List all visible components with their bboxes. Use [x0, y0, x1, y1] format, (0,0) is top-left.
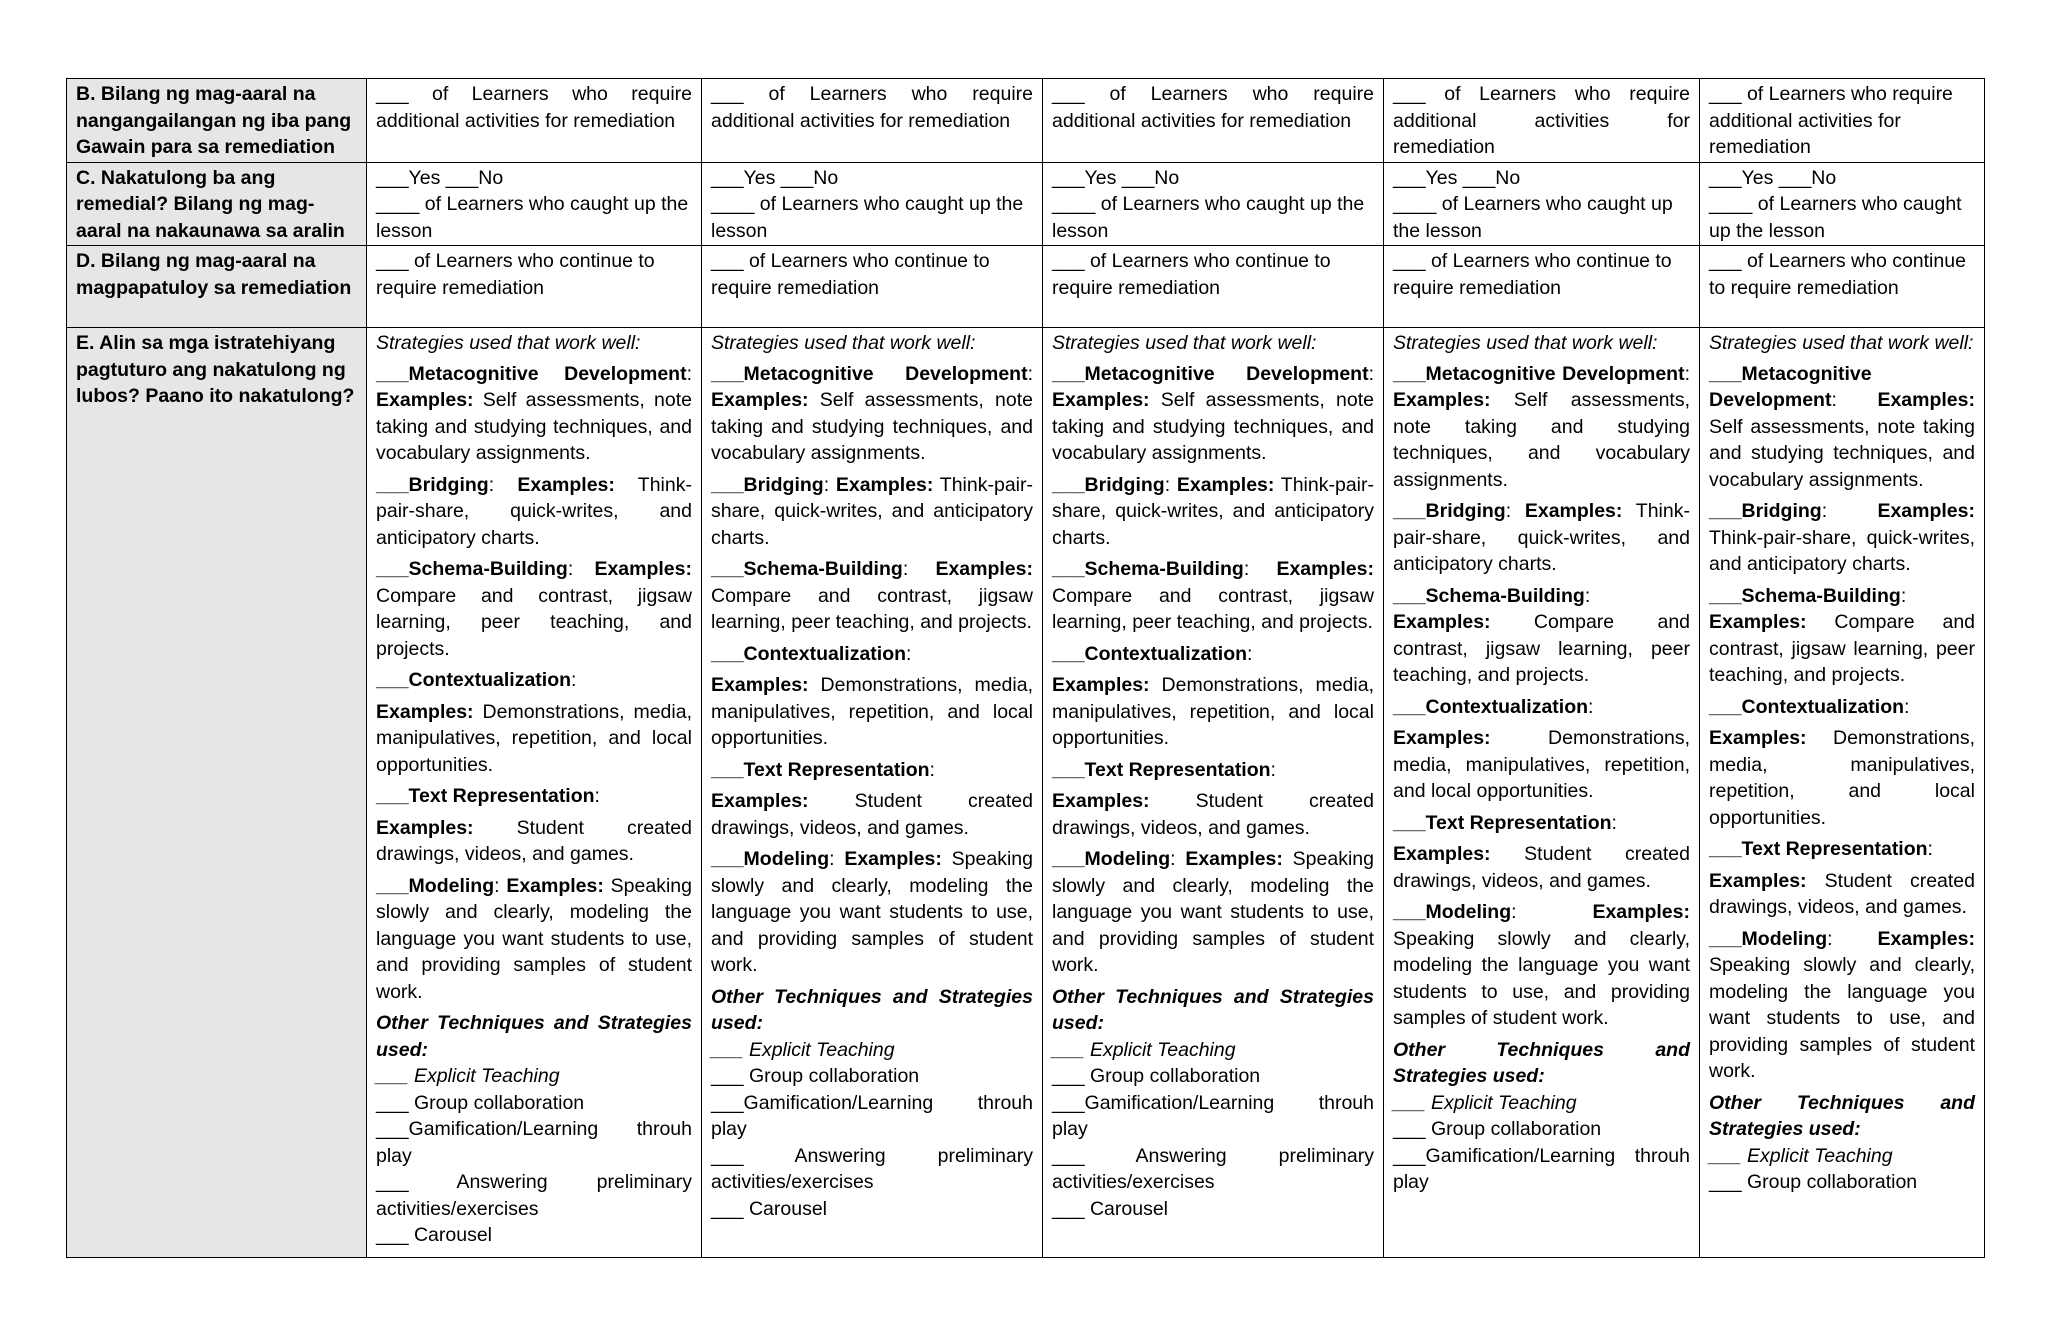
- strategy-title: ___Modeling: [376, 874, 495, 897]
- strategy-title: ___Schema-Building: [376, 558, 568, 580]
- strategy-list: [376, 361, 692, 1249]
- strategy-title: ___Bridging: [376, 473, 489, 496]
- technique-gamification: ___Gamification/Learning throuh play: [376, 1118, 692, 1167]
- examples-label: Examples:: [1052, 389, 1150, 411]
- other-techniques-title: Other Techniques and Strategies used:: [1393, 1038, 1690, 1087]
- other-techniques-title: Other Techniques and Strategies used:: [711, 985, 1033, 1034]
- technique-group-collaboration: ___ Group collaboration: [711, 1065, 920, 1087]
- strategy-examples: Self assessments, note taking and studying techniques, and vocabulary assignments.: [1393, 389, 1690, 491]
- strategy-modeling: ___Modeling: Examples: Speaking slowly and clearly, modeling the language you want students to use, and providing samples of student work.: [1052, 848, 1374, 976]
- strategy-metacognitive: ___Metacognitive Development: Examples: Self assessments, note taking and studying techniques, and vocabulary assignments.: [1052, 362, 1374, 464]
- strategy-contextualization: ___Contextualization:: [1393, 695, 1594, 718]
- examples-label: Examples:: [1592, 901, 1690, 923]
- strategy-title: ___Schema-Building: [1709, 584, 1901, 607]
- strategy-contextualization-examples: [1052, 672, 1374, 752]
- strategy-examples: Think-pair-share, quick-writes, and anticipatory charts.: [711, 473, 1033, 549]
- strategy-list: [711, 361, 1033, 1223]
- row-b-cell-3: ___ of Learners who require additional activities for remediation: [1043, 79, 1384, 163]
- strategy-title: ___Metacognitive Development: [1052, 362, 1369, 385]
- examples-label: Examples:: [1524, 500, 1623, 522]
- strategy-metacognitive: ___Metacognitive Development: Examples: Self assessments, note taking and studying techniques, and vocabulary assignments.: [1393, 362, 1690, 491]
- row-b: [67, 79, 1985, 163]
- strategy-text-representation: ___Text Representation:: [711, 758, 935, 781]
- examples-label: Examples:: [1877, 389, 1975, 411]
- strategy-examples: Compare and contrast, jigsaw learning, peer teaching, and projects.: [1393, 611, 1691, 686]
- row-c-cell-1: [367, 162, 702, 246]
- row-b-label: B. Bilang ng mag-aaral na nangangailangan ng iba pang Gawain para sa remediation: [67, 79, 367, 163]
- strategy-schema-building: ___Schema-Building: Examples: Compare and contrast, jigsaw learning, peer teaching, and projects.: [1052, 558, 1374, 633]
- row-c-cell-3: [1043, 162, 1384, 246]
- strategy-title: ___Modeling: [1709, 927, 1828, 950]
- examples-label: Examples:: [506, 874, 604, 897]
- row-b-cell-5: ___ of Learners who require additional activities for remediation: [1700, 79, 1985, 163]
- yes-no-checkline: ___Yes ___No: [1709, 166, 1837, 189]
- examples-label: Examples:: [1877, 927, 1975, 950]
- strategy-metacognitive: ___Metacognitive Development: Examples: Self assessments, note taking and studying techniques, and vocabulary assignments.: [711, 362, 1033, 464]
- row-c-cell-2: [702, 162, 1043, 246]
- strategy-title: ___Bridging: [1393, 500, 1506, 522]
- strategy-examples: Student created drawings, videos, and games.: [711, 790, 1034, 839]
- row-d-cell-2: ___ of Learners who continue to require remediation: [702, 246, 1043, 328]
- strategy-title: ___Metacognitive Development: [1709, 362, 1872, 411]
- examples-label: Examples:: [835, 473, 934, 496]
- strategy-examples: Self assessments, note taking and studying techniques, and vocabulary assignments.: [1709, 415, 1975, 491]
- strategy-title: ___Bridging: [1052, 473, 1165, 496]
- strategy-text-representation-examples: [1052, 788, 1374, 841]
- examples-label: Examples:: [711, 674, 809, 696]
- strategies-header: Strategies used that work well:: [1709, 332, 1974, 354]
- strategy-contextualization-examples: [376, 699, 692, 779]
- technique-answering-preliminary: ___ Answering preliminary activities/exercises: [711, 1144, 1033, 1193]
- strategy-list: [1393, 361, 1690, 1196]
- examples-label: Examples:: [711, 790, 809, 812]
- strategy-examples: Think-pair-share, quick-writes, and anticipatory charts.: [1393, 500, 1690, 575]
- strategy-bridging: ___Bridging: Examples: Think-pair-share, quick-writes, and anticipatory charts.: [1393, 500, 1690, 575]
- examples-label: Examples:: [517, 473, 615, 496]
- other-techniques-title: Other Techniques and Strategies used:: [1709, 1091, 1975, 1140]
- examples-label: Examples:: [1709, 727, 1807, 749]
- strategy-examples: Demonstrations, media, manipulatives, repetition, and local opportunities.: [711, 674, 1033, 749]
- strategy-schema-building: ___Schema-Building: Examples: Compare and contrast, jigsaw learning, peer teaching, and projects.: [1709, 584, 1976, 686]
- examples-label: Examples:: [376, 816, 474, 839]
- strategy-title: ___Contextualization: [711, 642, 907, 665]
- strategy-contextualization-examples: [1393, 725, 1690, 805]
- row-e-cell-3: [1043, 328, 1384, 1258]
- strategy-title: ___Schema-Building: [1052, 558, 1244, 580]
- strategy-examples: Demonstrations, media, manipulatives, repetition, and local opportunities.: [1052, 674, 1374, 749]
- strategy-title: ___Contextualization: [1393, 695, 1589, 718]
- examples-label: Examples:: [1185, 848, 1283, 870]
- strategy-title: ___Modeling: [711, 848, 830, 870]
- strategy-modeling: ___Modeling: Examples: Speaking slowly and clearly, modeling the language you want students to use, and providing samples of student work.: [376, 874, 692, 1003]
- examples-label: Examples:: [935, 558, 1033, 580]
- strategy-title: ___Metacognitive Development: [1393, 362, 1685, 385]
- strategy-text-representation-examples: [711, 788, 1033, 841]
- technique-explicit-teaching: ___ Explicit Teaching: [711, 1038, 895, 1061]
- technique-carousel: ___ Carousel: [376, 1224, 492, 1246]
- strategy-title: ___Text Representation: [1393, 811, 1612, 834]
- row-c-cell-4: [1384, 162, 1700, 246]
- technique-gamification: ___Gamification/Learning throuh play: [711, 1091, 1033, 1140]
- technique-group-collaboration: ___ Group collaboration: [1393, 1118, 1602, 1140]
- strategy-metacognitive: ___Metacognitive Development: Examples: Self assessments, note taking and studying techniques, and vocabulary assignments.: [376, 362, 692, 464]
- technique-answering-preliminary: ___ Answering preliminary activities/exercises: [376, 1171, 692, 1220]
- caught-up-line: ____ of Learners who caught up the lesson: [1393, 193, 1673, 242]
- examples-label: Examples:: [1276, 558, 1374, 580]
- technique-group-collaboration: ___ Group collaboration: [1709, 1171, 1918, 1193]
- examples-label: Examples:: [1393, 843, 1491, 865]
- examples-label: Examples:: [711, 389, 809, 411]
- row-b-cell-1: ___ of Learners who require additional activities for remediation: [367, 79, 702, 163]
- strategy-schema-building: ___Schema-Building: Examples: Compare and contrast, jigsaw learning, peer teaching, and projects.: [1393, 584, 1691, 686]
- dll-reflection-table: [66, 78, 1985, 1258]
- row-c-label: C. Nakatulong ba ang remedial? Bilang ng mag-aaral na nakaunawa sa aralin: [67, 162, 367, 246]
- strategy-title: ___Modeling: [1393, 901, 1512, 923]
- row-e-cell-5: [1700, 328, 1985, 1258]
- row-d-cell-5: ___ of Learners who continue to require remediation: [1700, 246, 1985, 328]
- strategy-contextualization: ___Contextualization:: [711, 642, 912, 665]
- row-d-cell-3: ___ of Learners who continue to require remediation: [1043, 246, 1384, 328]
- technique-explicit-teaching: ___ Explicit Teaching: [1709, 1144, 1893, 1167]
- strategy-examples: Speaking slowly and clearly, modeling the language you want students to use, and providing samples of student work.: [1709, 954, 1975, 1082]
- technique-gamification: ___Gamification/Learning throuh play: [1052, 1091, 1374, 1140]
- strategy-text-representation: ___Text Representation:: [1052, 758, 1276, 781]
- strategy-contextualization: ___Contextualization:: [376, 669, 577, 691]
- strategy-contextualization: ___Contextualization:: [1052, 642, 1253, 665]
- examples-label: Examples:: [594, 558, 692, 580]
- row-e: [67, 328, 1985, 1258]
- strategy-examples: Demonstrations, media, manipulatives, repetition, and local opportunities.: [1393, 727, 1690, 802]
- row-d-cell-1: ___ of Learners who continue to require remediation: [367, 246, 702, 328]
- strategy-title: ___Text Representation: [1709, 838, 1928, 860]
- examples-label: Examples:: [1877, 500, 1975, 522]
- strategy-examples: Student created drawings, videos, and games.: [1709, 869, 1976, 918]
- strategy-title: ___Bridging: [711, 473, 824, 496]
- row-c-cell-5: [1700, 162, 1985, 246]
- strategy-schema-building: ___Schema-Building: Examples: Compare and contrast, jigsaw learning, peer teaching, and projects.: [376, 558, 692, 660]
- row-b-cell-2: ___ of Learners who require additional activities for remediation: [702, 79, 1043, 163]
- strategy-contextualization-examples: [1709, 725, 1975, 831]
- examples-label: Examples:: [376, 700, 474, 723]
- strategies-header: Strategies used that work well:: [1393, 332, 1658, 354]
- strategy-bridging: ___Bridging: Examples: Think-pair-share, quick-writes, and anticipatory charts.: [376, 473, 692, 549]
- strategy-examples: Speaking slowly and clearly, modeling the language you want students to use, and providing samples of student work.: [376, 874, 692, 1003]
- strategy-contextualization-examples: [711, 672, 1033, 752]
- strategy-bridging: ___Bridging: Examples: Think-pair-share, quick-writes, and anticipatory charts.: [711, 473, 1033, 549]
- technique-explicit-teaching: ___ Explicit Teaching: [1052, 1038, 1236, 1061]
- row-d: [67, 246, 1985, 328]
- strategy-examples: Speaking slowly and clearly, modeling the language you want students to use, and providing samples of student work.: [711, 848, 1033, 976]
- strategy-text-representation-examples: [1709, 868, 1975, 921]
- strategy-title: ___Contextualization: [1709, 695, 1905, 718]
- strategy-examples: Self assessments, note taking and studying techniques, and vocabulary assignments.: [711, 389, 1033, 464]
- strategy-examples: Self assessments, note taking and studying techniques, and vocabulary assignments.: [376, 389, 692, 464]
- examples-label: Examples:: [1393, 727, 1491, 749]
- strategy-examples: Compare and contrast, jigsaw learning, peer teaching, and projects.: [711, 584, 1033, 633]
- strategy-list: [1709, 361, 1975, 1196]
- technique-carousel: ___ Carousel: [1052, 1197, 1168, 1220]
- technique-explicit-teaching: ___ Explicit Teaching: [1393, 1091, 1577, 1114]
- strategy-text-representation: ___Text Representation:: [376, 785, 600, 807]
- row-e-label: E. Alin sa mga istratehiyang pagtuturo ang nakatulong ng lubos? Paano ito nakatulong?: [67, 328, 367, 1258]
- examples-label: Examples:: [844, 848, 942, 870]
- strategy-examples: Student created drawings, videos, and games.: [1052, 790, 1375, 839]
- strategy-bridging: ___Bridging: Examples: Think-pair-share, quick-writes, and anticipatory charts.: [1709, 500, 1975, 575]
- row-e-cell-2: [702, 328, 1043, 1258]
- strategy-modeling: ___Modeling: Examples: Speaking slowly and clearly, modeling the language you want students to use, and providing samples of student work.: [1393, 901, 1690, 1029]
- strategy-metacognitive: ___Metacognitive Development: Examples: Self assessments, note taking and studying techniques, and vocabulary assignments.: [1709, 362, 1975, 491]
- strategy-title: ___Schema-Building: [711, 558, 903, 580]
- strategy-examples: Think-pair-share, quick-writes, and anticipatory charts.: [1052, 473, 1374, 549]
- strategy-examples: Compare and contrast, jigsaw learning, peer teaching, and projects.: [1709, 611, 1976, 686]
- strategy-examples: Think-pair-share, quick-writes, and anticipatory charts.: [1709, 526, 1975, 575]
- strategy-examples: Think-pair-share, quick-writes, and anticipatory charts.: [376, 473, 692, 549]
- yes-no-checkline: ___Yes ___No: [1393, 166, 1521, 189]
- examples-label: Examples:: [1052, 790, 1150, 812]
- strategy-title: ___Schema-Building: [1393, 584, 1585, 607]
- strategy-examples: Student created drawings, videos, and games.: [1393, 843, 1691, 892]
- row-e-cell-1: [367, 328, 702, 1258]
- row-c: [67, 162, 1985, 246]
- row-b-cell-4: ___ of Learners who require additional activities for remediation: [1384, 79, 1700, 163]
- examples-label: Examples:: [376, 389, 474, 411]
- technique-group-collaboration: ___ Group collaboration: [1052, 1065, 1261, 1087]
- caught-up-line: ____ of Learners who caught up the lesson: [711, 193, 1024, 242]
- strategy-examples: Speaking slowly and clearly, modeling the language you want students to use, and providing samples of student work.: [1052, 848, 1374, 976]
- caught-up-line: ____ of Learners who caught up the lesson: [1052, 193, 1365, 242]
- strategy-examples: Compare and contrast, jigsaw learning, peer teaching, and projects.: [376, 584, 692, 660]
- strategy-modeling: ___Modeling: Examples: Speaking slowly and clearly, modeling the language you want students to use, and providing samples of student work.: [711, 848, 1033, 976]
- technique-carousel: ___ Carousel: [711, 1197, 827, 1220]
- yes-no-checkline: ___Yes ___No: [1052, 166, 1180, 189]
- examples-label: Examples:: [1176, 473, 1275, 496]
- strategy-title: ___Metacognitive Development: [711, 362, 1028, 385]
- strategy-bridging: ___Bridging: Examples: Think-pair-share, quick-writes, and anticipatory charts.: [1052, 473, 1374, 549]
- strategies-header: Strategies used that work well:: [711, 332, 976, 354]
- strategies-header: Strategies used that work well:: [1052, 332, 1317, 354]
- strategy-title: ___Modeling: [1052, 848, 1171, 870]
- strategies-header: Strategies used that work well:: [376, 332, 641, 354]
- strategy-examples: Self assessments, note taking and studying techniques, and vocabulary assignments.: [1052, 389, 1374, 464]
- row-d-label: D. Bilang ng mag-aaral na magpapatuloy sa remediation: [67, 246, 367, 328]
- yes-no-checkline: ___Yes ___No: [711, 166, 839, 189]
- strategy-schema-building: ___Schema-Building: Examples: Compare and contrast, jigsaw learning, peer teaching, and projects.: [711, 558, 1033, 633]
- examples-label: Examples:: [1393, 611, 1491, 633]
- strategy-title: ___Text Representation: [1052, 758, 1271, 781]
- strategy-text-representation-examples: [376, 815, 692, 868]
- strategy-title: ___Contextualization: [376, 669, 572, 691]
- strategy-text-representation: ___Text Representation:: [1393, 811, 1617, 834]
- strategy-examples: Compare and contrast, jigsaw learning, peer teaching, and projects.: [1052, 584, 1374, 633]
- strategy-list: [1052, 361, 1374, 1223]
- strategy-text-representation-examples: [1393, 841, 1690, 894]
- strategy-examples: Demonstrations, media, manipulatives, repetition, and local opportunities.: [1709, 727, 1975, 829]
- examples-label: Examples:: [1709, 869, 1807, 892]
- strategy-title: ___Bridging: [1709, 500, 1822, 522]
- strategy-title: ___Contextualization: [1052, 642, 1248, 665]
- strategy-examples: Demonstrations, media, manipulatives, repetition, and local opportunities.: [376, 700, 692, 776]
- technique-gamification: ___Gamification/Learning throuh play: [1393, 1144, 1690, 1193]
- strategy-examples: Speaking slowly and clearly, modeling the language you want students to use, and providing samples of student work.: [1393, 927, 1690, 1029]
- strategy-contextualization: ___Contextualization:: [1709, 695, 1910, 718]
- strategy-title: ___Text Representation: [376, 785, 595, 807]
- technique-explicit-teaching: ___ Explicit Teaching: [376, 1065, 560, 1087]
- row-d-cell-4: ___ of Learners who continue to require remediation: [1384, 246, 1700, 328]
- yes-no-checkline: ___Yes ___No: [376, 166, 504, 189]
- row-e-cell-4: [1384, 328, 1700, 1258]
- strategy-modeling: ___Modeling: Examples: Speaking slowly and clearly, modeling the language you want students to use, and providing samples of student work.: [1709, 927, 1975, 1082]
- strategy-examples: Student created drawings, videos, and games.: [376, 816, 693, 865]
- other-techniques-title: Other Techniques and Strategies used:: [376, 1012, 692, 1061]
- examples-label: Examples:: [1709, 611, 1807, 633]
- examples-label: Examples:: [1052, 674, 1150, 696]
- caught-up-line: ____ of Learners who caught up the lesson: [1709, 193, 1962, 242]
- technique-group-collaboration: ___ Group collaboration: [376, 1091, 585, 1114]
- technique-answering-preliminary: ___ Answering preliminary activities/exercises: [1052, 1144, 1374, 1193]
- caught-up-line: ____ of Learners who caught up the lesson: [376, 193, 689, 242]
- strategy-text-representation: ___Text Representation:: [1709, 838, 1933, 860]
- other-techniques-title: Other Techniques and Strategies used:: [1052, 985, 1374, 1034]
- examples-label: Examples:: [1393, 389, 1491, 411]
- strategy-title: ___Text Representation: [711, 758, 930, 781]
- strategy-title: ___Metacognitive Development: [376, 362, 687, 385]
